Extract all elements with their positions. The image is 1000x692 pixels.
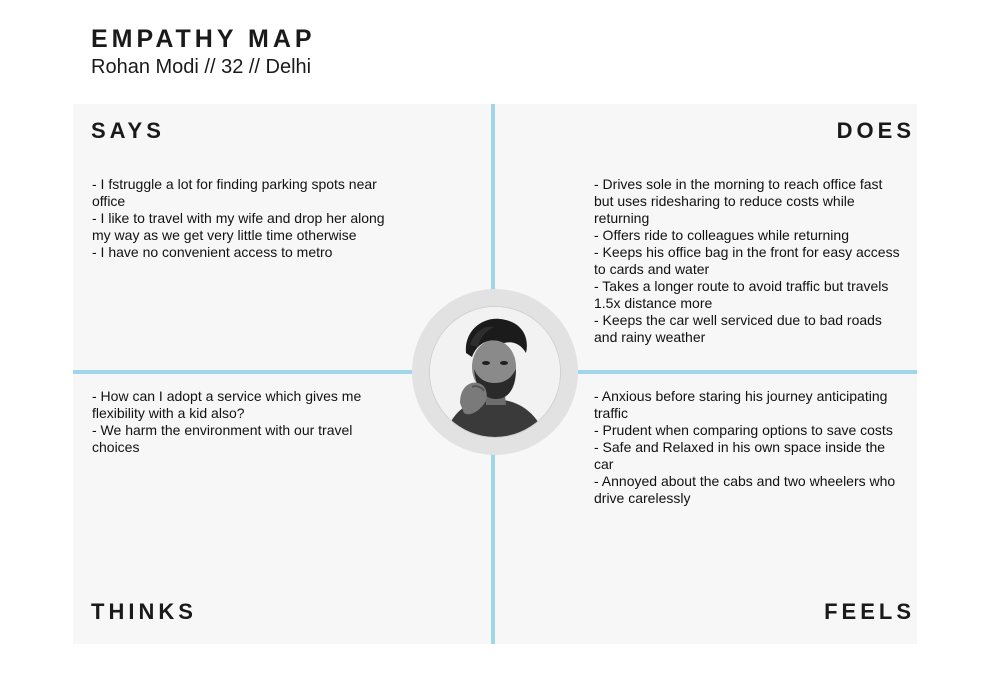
does-notes: [594, 176, 904, 346]
says-notes: [92, 176, 402, 261]
feels-note: - Safe and Relaxed in his own space inside the car: [594, 439, 886, 472]
says-note: - I fstruggle a lot for finding parking spots near office: [92, 176, 377, 209]
thinks-title: THINKS: [91, 599, 197, 624]
feels-note: - Annoyed about the cabs and two wheelers who drive carelessly: [594, 473, 896, 506]
feels-title: FEELS: [824, 599, 915, 624]
page-title: EMPATHY MAP: [91, 25, 316, 53]
feels-note: - Prudent when comparing options to save costs: [594, 422, 893, 438]
thinks-note: - We harm the environment with our travel choices: [92, 422, 353, 455]
thinks-note: - How can I adopt a service which gives me flexibility with a kid also?: [92, 388, 362, 421]
persona-subtitle: Rohan Modi // 32 // Delhi: [91, 56, 312, 78]
persona-photo-icon: [430, 307, 561, 438]
does-note: - Drives sole in the morning to reach office fast but uses ridesharing to reduce costs while returning: [594, 176, 883, 226]
feels-notes: [594, 388, 904, 507]
says-note: - I have no convenient access to metro: [92, 244, 333, 260]
says-note: - I like to travel with my wife and drop her along my way as we get very little time otherwise: [92, 210, 385, 243]
header: [91, 24, 316, 80]
says-title: SAYS: [91, 118, 165, 143]
thinks-notes: [92, 388, 382, 456]
does-note: - Keeps the car well serviced due to bad roads and rainy weather: [594, 312, 882, 345]
does-title: DOES: [836, 118, 915, 143]
feels-note: - Anxious before staring his journey anticipating traffic: [594, 388, 888, 421]
does-note: - Offers ride to colleagues while returning: [594, 227, 849, 243]
does-note: - Takes a longer route to avoid traffic but travels 1.5x distance more: [594, 278, 889, 311]
does-note: - Keeps his office bag in the front for easy access to cards and water: [594, 244, 900, 277]
avatar: [429, 306, 561, 438]
